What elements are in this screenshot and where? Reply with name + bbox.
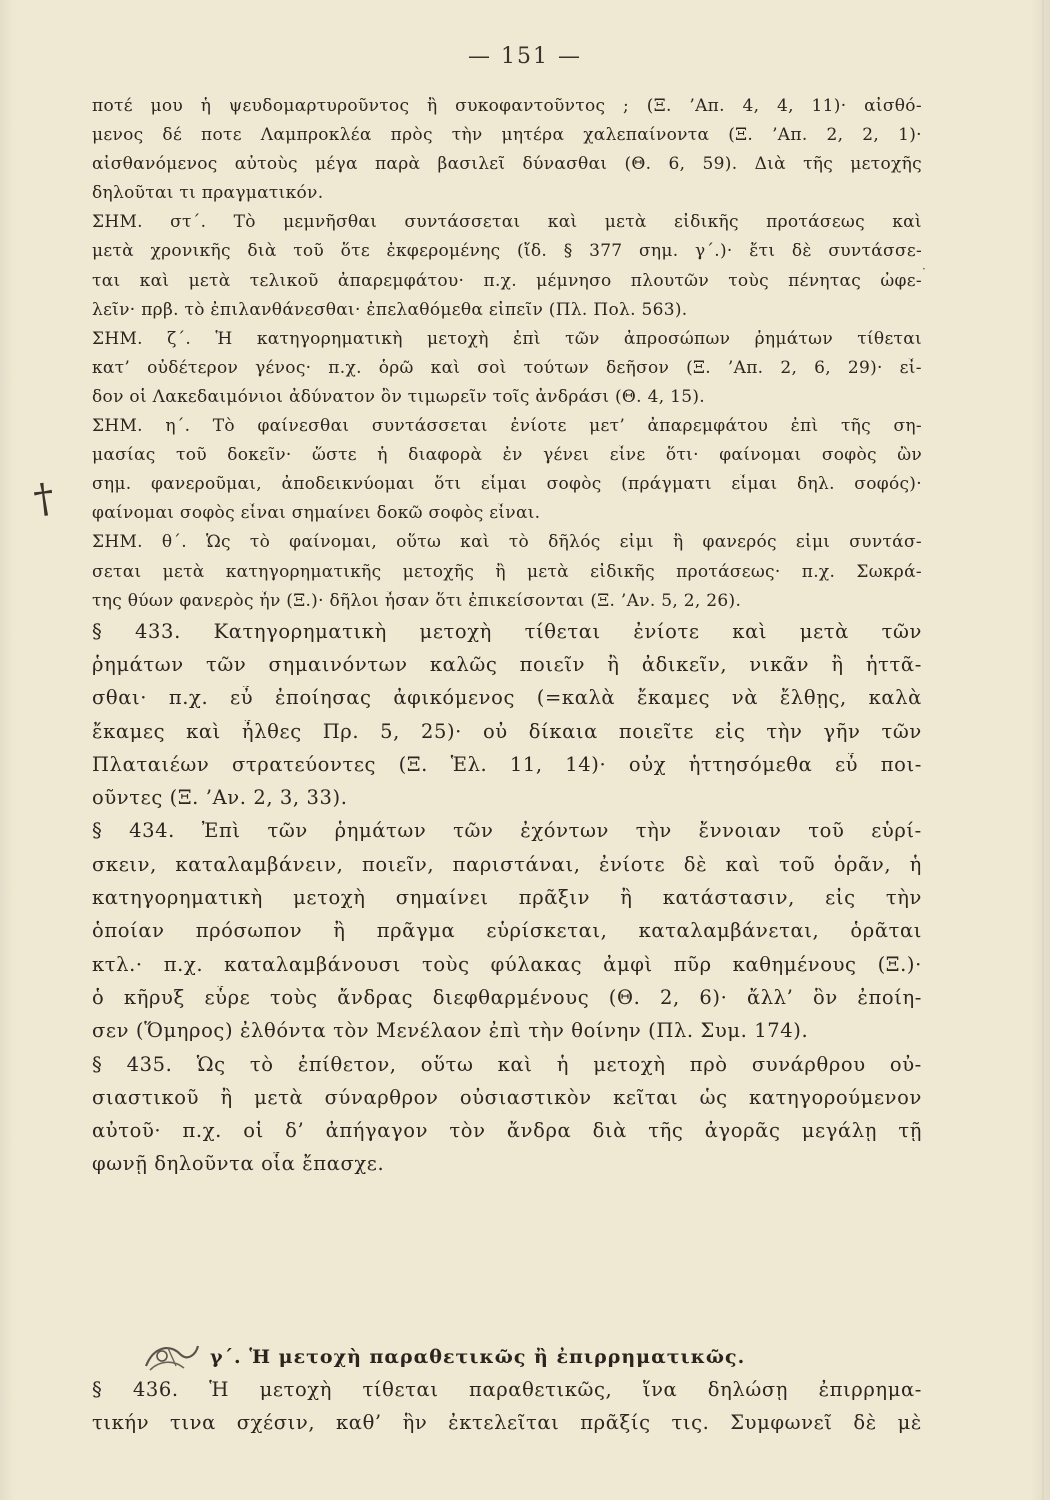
text-line: σκειν, καταλαμβάνειν, ποιεῖν, παριστάναι, ἐνίοτε δὲ καὶ τοῦ ὁρᾶν, ἡ [92, 852, 922, 876]
text-line: κτλ.· π.χ. καταλαμβάνουσι τοὺς φύλακας ἀμφὶ πῦρ καθημένους (Ξ.)· [92, 952, 922, 976]
text-line: οῦντες (Ξ. ’Αν. 2, 3, 33). [92, 786, 348, 810]
ornament-icon [140, 1340, 202, 1374]
text-line: μετὰ χρονικῆς διὰ τοῦ ὅτε ἐκφερομένης (ἴδ. § 377 σημ. γ΄.)· ἔτι δὲ συντάσσε- [92, 241, 922, 262]
text-line: ὁ κῆρυξ εὗρε τοὺς ἄνδρας διεφθαρμένους (Θ. 2, 6)· ἄλλ’ ὃν ἐποίη- [92, 985, 922, 1009]
final-paragraph [92, 1378, 922, 1445]
section-heading-row [92, 1340, 922, 1374]
text-line: αἰσθανόμενος αὐτοὺς μέγα παρὰ βασιλεῖ δύνασθαι (Θ. 6, 59). Διὰ τῆς μετοχῆς [92, 154, 922, 175]
text-line: φωνῇ δηλοῦντα οἷα ἔπασχε. [92, 1152, 385, 1176]
margin-dot: · [922, 262, 926, 276]
text-line: σθαι· π.χ. εὖ ἐποίησας ἀφικόμενος (=καλὰ ἔκαμες νὰ ἔλθῃς, καλὰ [92, 686, 922, 710]
text-line: ΣΗΜ. ζ΄. Ἡ κατηγορηματικὴ μετοχὴ ἐπὶ τῶν ἀπροσώπων ῥημάτων τίθεται [92, 328, 922, 349]
text-line: ἔκαμες καὶ ἦλθες Πρ. 5, 25)· οὐ δίκαια ποιεῖτε εἰς τὴν γῆν τῶν [92, 719, 922, 743]
text-line: σεται μετὰ κατηγορηματικῆς μετοχῆς ἢ μετὰ εἰδικῆς προτάσεως· π.χ. Σωκρά- [92, 561, 922, 582]
page-number: — 151 — [468, 44, 582, 69]
text-line: ὁποίαν πρόσωπον ἢ πρᾶγμα εὑρίσκεται, καταλαμβάνεται, ὁρᾶται [92, 919, 922, 943]
text-line: ΣΗΜ. στ΄. Τὸ μεμνῆσθαι συντάσσεται καὶ μετὰ εἰδικῆς προτάσεως καὶ [92, 212, 922, 233]
margin-mark: † [30, 474, 58, 524]
text-line: Πλαταιέων στρατεύοντες (Ξ. Ἑλ. 11, 14)· οὐχ ἡττησόμεθα εὖ ποι- [92, 752, 922, 776]
text-line: λεῖν· πρβ. τὸ ἐπιλανθάνεσθαι· ἐπελαθόμεθα εἰπεῖν (Πλ. Πολ. 563). [92, 299, 688, 320]
text-line: § 435. Ὡς τὸ ἐπίθετον, οὕτω καὶ ἡ μετοχὴ πρὸ συνάρθρου οὐ- [92, 1052, 922, 1076]
text-line: μασίας τοῦ δοκεῖν· ὥστε ἡ διαφορὰ ἐν γένει εἶνε ὅτι· φαίνομαι σοφὸς ὢν [92, 445, 922, 466]
text-line: δον οἱ Λακεδαιμόνιοι ἀδύνατον ὂν τιμωρεῖν τοῖς ἀνδράσι (Θ. 4, 15). [92, 386, 705, 407]
text-line: αὐτοῦ· π.χ. οἱ δ’ ἀπήγαγον τὸν ἄνδρα διὰ τῆς ἀγορᾶς μεγάλῃ τῇ [92, 1119, 922, 1143]
text-line: § 433. Κατηγορηματικὴ μετοχὴ τίθεται ἐνίοτε καὶ μετὰ τῶν [92, 619, 922, 643]
text-line: φαίνομαι σοφὸς εἶναι σημαίνει δοκῶ σοφὸς εἶναι. [92, 503, 541, 524]
text-line: σεν (Ὅμηρος) ἐλθόντα τὸν Μενέλαον ἐπὶ τὴν θοίνην (Πλ. Συμ. 174). [92, 1019, 809, 1043]
text-line: δηλοῦται τι πραγματικόν. [92, 183, 324, 204]
body-text [92, 96, 922, 1186]
text-line: § 434. Ἐπὶ τῶν ῥημάτων τῶν ἐχόντων τὴν ἔννοιαν τοῦ εὑρί- [92, 819, 922, 843]
section-heading: γ΄. Ἡ μετοχὴ παραθετικῶς ἢ ἐπιρρηματικῶς. [210, 1346, 746, 1368]
text-line: τικήν τινα σχέσιν, καθ’ ἣν ἐκτελεῖται πρᾶξίς τις. Συμφωνεῖ δὲ μὲ [92, 1411, 922, 1435]
text-line: ῥημάτων τῶν σημαινόντων καλῶς ποιεῖν ἢ ἀδικεῖν, νικᾶν ἢ ἡττᾶ- [92, 652, 922, 676]
text-line: σημ. φανεροῦμαι, ἀποδεικνύομαι ὅτι εἶμαι σοφὸς (πράγματι εἶμαι δηλ. σοφός)· [92, 474, 922, 495]
text-line: ποτέ μου ἡ ψευδομαρτυροῦντος ἢ συκοφαντοῦντος ; (Ξ. ’Απ. 4, 4, 11)· αἰσθό- [92, 96, 922, 116]
text-line: ται καὶ μετὰ τελικοῦ ἀπαρεμφάτου· π.χ. μέμνησο πλουτῶν τοὺς πένητας ὠφε- [92, 270, 922, 291]
text-line: § 436. Ἡ μετοχὴ τίθεται παραθετικῶς, ἵνα δηλώσῃ ἐπιρρημα- [92, 1378, 922, 1401]
text-line: κατηγορηματικὴ μετοχὴ σημαίνει πρᾶξιν ἢ κατάστασιν, εἰς τὴν [92, 886, 922, 910]
text-line: ΣΗΜ. η΄. Τὸ φαίνεσθαι συντάσσεται ἐνίοτε μετ’ ἀπαρεμφάτου ἐπὶ τῆς ση- [92, 416, 922, 437]
text-line: ΣΗΜ. θ΄. Ὡς τὸ φαίνομαι, οὕτω καὶ τὸ δῆλός εἰμι ἢ φανερός εἰμι συντάσ- [92, 532, 922, 553]
text-line: μενος δέ ποτε Λαμπροκλέα πρὸς τὴν μητέρα χαλεπαίνοντα (Ξ. ’Απ. 2, 2, 1)· [92, 125, 922, 146]
text-line: της θύων φανερὸς ἦν (Ξ.)· δῆλοι ἦσαν ὅτι ἐπικείσονται (Ξ. ’Αν. 5, 2, 26). [92, 590, 742, 611]
text-line: κατ’ οὐδέτερον γένος· π.χ. ὁρῶ καὶ σοὶ τούτων δεῆσον (Ξ. ’Απ. 2, 6, 29)· εἶ- [92, 357, 922, 378]
page-edge-shadow [1042, 0, 1044, 1500]
text-line: σιαστικοῦ ἢ μετὰ σύναρθρον οὐσιαστικὸν κεῖται ὡς κατηγορούμενον [92, 1085, 922, 1109]
